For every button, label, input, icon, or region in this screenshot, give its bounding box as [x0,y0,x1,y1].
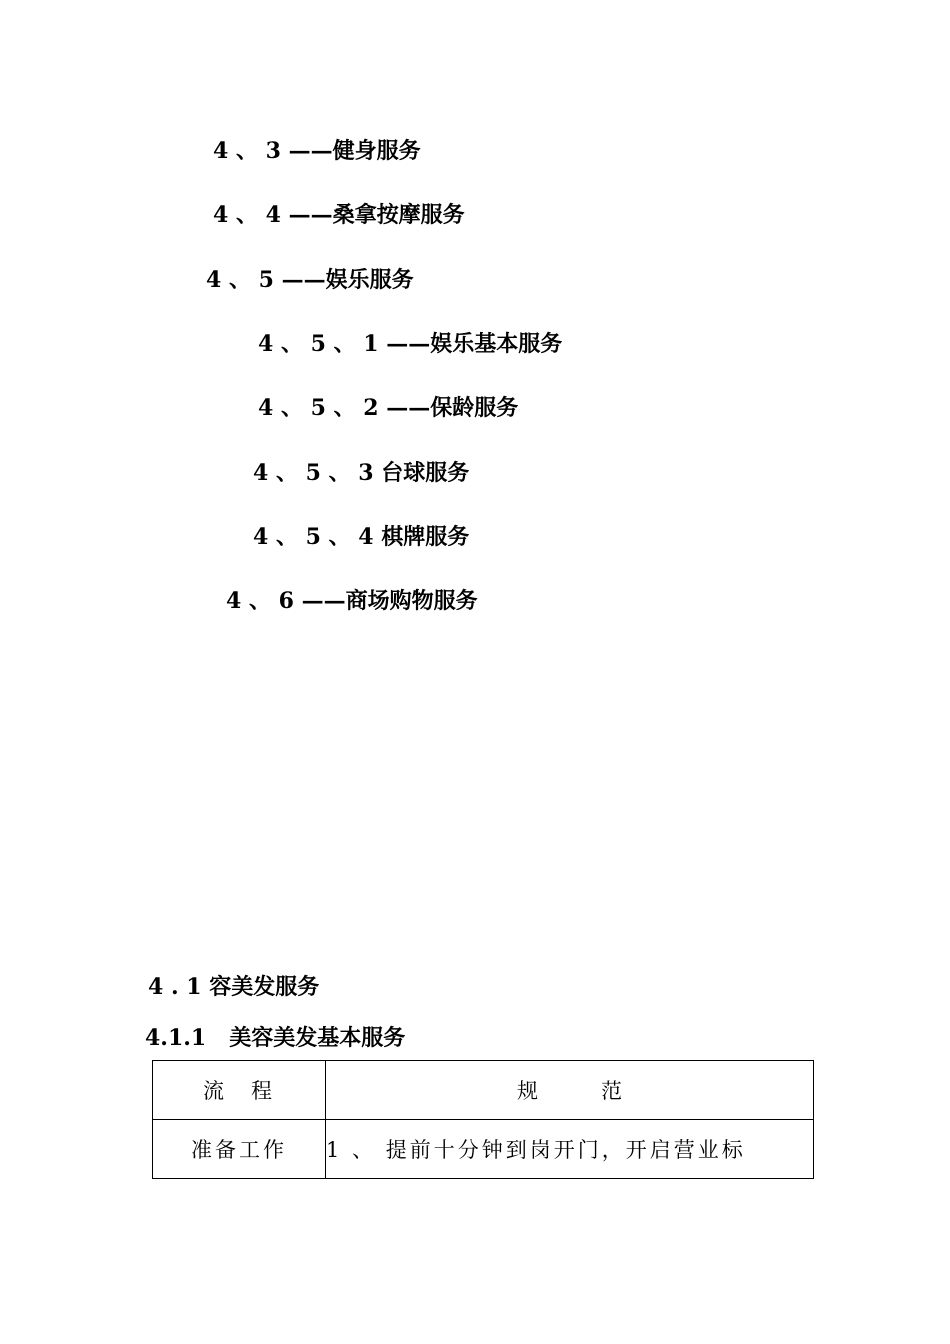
toc-item: 4 、 5 、 3 台球服务 [253,460,470,486]
toc-item: 4 、 4 ——桑拿按摩服务 [213,202,465,228]
cell-spec: 1 、 提前十分钟到岗开门，开启营业标 [326,1120,814,1179]
toc-item: 4 、 6 ——商场购物服务 [226,588,478,614]
header-spec: 规 范 [326,1061,814,1120]
toc-item: 4 、 5 、 4 棋牌服务 [253,524,470,550]
section-heading: 4 . 1 容美发服务 [148,974,320,1000]
header-flow: 流 程 [153,1061,326,1120]
table-header-row [153,1061,814,1120]
toc-item: 4 、 5 ——娱乐服务 [206,267,414,293]
toc-item: 4 、 3 ——健身服务 [213,138,421,164]
toc-item: 4 、 5 、 1 ——娱乐基本服务 [258,331,563,357]
toc-item: 4 、 5 、 2 ——保龄服务 [258,395,519,421]
spec-table [152,1060,814,1179]
subsection-heading: 4.1.1 美容美发基本服务 [145,1025,406,1051]
cell-flow: 准备工作 [153,1120,326,1179]
table-row [153,1120,814,1179]
